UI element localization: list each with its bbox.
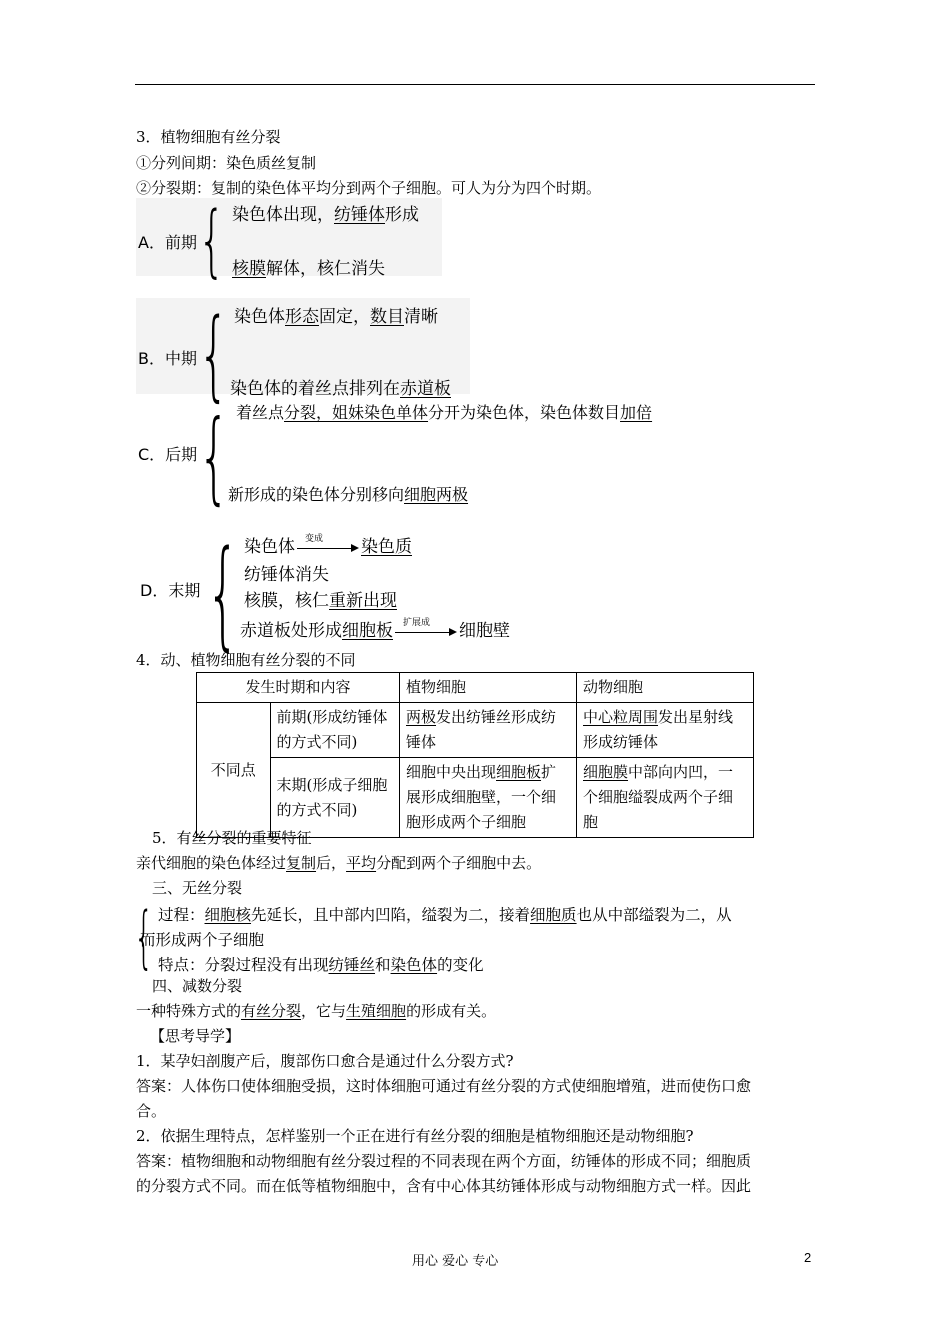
comparison-table [196,672,754,838]
interphase-text: ①分列间期：染色质丝复制 [136,154,317,172]
header-rule [135,84,815,85]
brace-icon: { [198,398,230,515]
section-title: 4．动、植物细胞有丝分裂的不同 [136,651,356,669]
answer: 合。 [136,1102,167,1120]
section-title: 【思考导学】 [150,1027,241,1045]
telophase-line-3: 核膜，核仁重新出现 [244,591,397,611]
table-cell: 不同点 [197,703,271,838]
table-header: 植物细胞 [400,673,577,703]
table-header: 动物细胞 [577,673,754,703]
answer: 答案：植物细胞和动物细胞有丝分裂过程的不同表现在两个方面，纺锤体的形成不同；细胞质 [136,1152,752,1170]
phase-label-c: C．后期 [138,445,198,464]
table-cell: 细胞膜中部向内凹，一个细胞缢裂成两个子细胞 [577,758,754,838]
metaphase-line-1: 染色体形态固定，数目清晰 [234,307,438,327]
telophase-line-1: 染色体 变成 染色质 [244,534,412,557]
table-header: 发生时期和内容 [197,673,400,703]
phase-label-a: A．前期 [138,233,197,252]
table-cell: 中心粒周围发出星射线形成纺锤体 [577,703,754,758]
anaphase-line-2: 新形成的染色体分别移向细胞两极 [228,485,469,504]
brace-icon: { [198,298,230,412]
table-cell: 前期(形成纺锤体的方式不同) [270,703,399,758]
question: 1．某孕妇剖腹产后，腹部伤口愈合是通过什么分裂方式? [136,1052,514,1070]
mitosis-intro: ②分裂期：复制的染色体平均分到两个子细胞。可人为分为四个时期。 [136,179,602,197]
prophase-line-1: 染色体出现，纺锤体形成 [232,205,419,225]
paragraph: 一种特殊方式的有丝分裂，它与生殖细胞的形成有关。 [136,1002,497,1020]
brace-icon: { [134,898,154,977]
arrow-icon: 扩展成 [395,624,457,638]
answer: 的分裂方式不同。而在低等植物细胞中，含有中心体其纺锤体形成与动物细胞方式一样。因此 [136,1177,752,1195]
table-row [197,673,754,703]
metaphase-line-2: 染色体的着丝点排列在赤道板 [230,379,451,399]
page-footer: 用心 爱心 专心 [412,1254,499,1269]
anaphase-line-1: 着丝点分裂，姐妹染色单体分开为染色体，染色体数目加倍 [236,403,653,422]
amitosis-process-cont: 而形成两个子细胞 [140,931,265,949]
table-cell: 末期(形成子细胞的方式不同) [270,758,399,838]
brace-icon: { [206,524,240,662]
page-number: 2 [804,1250,812,1265]
amitosis-feature: 特点：分裂过程没有出现纺锤丝和染色体的变化 [158,956,484,974]
answer: 答案：人体伤口使体细胞受损，这时体细胞可通过有丝分裂的方式使细胞增殖，进而使伤口愈 [136,1077,752,1095]
section-title: 四、减数分裂 [152,977,243,995]
section-title: 5．有丝分裂的重要特征 [152,829,312,847]
telophase-line-2: 纺锤体消失 [244,565,329,585]
paragraph: 亲代细胞的染色体经过复制后，平均分配到两个子细胞中去。 [136,854,542,872]
table-cell: 两极发出纺锤丝形成纺锤体 [400,703,577,758]
table-row [197,758,754,838]
section-title: 3．植物细胞有丝分裂 [136,128,281,146]
phase-label-b: B．中期 [138,349,197,368]
brace-icon: { [198,196,226,286]
table-cell: 细胞中央出现细胞板扩展形成细胞壁，一个细胞形成两个子细胞 [400,758,577,838]
question: 2．依据生理特点，怎样鉴别一个正在进行有丝分裂的细胞是植物细胞还是动物细胞? [136,1127,694,1145]
amitosis-process: 过程：细胞核先延长，且中部内凹陷，缢裂为二，接着细胞质也从中部缢裂为二，从 [158,906,732,924]
section-title: 三、无丝分裂 [152,879,243,897]
phase-label-d: D．末期 [140,581,201,600]
arrow-icon: 变成 [297,540,359,554]
prophase-line-2: 核膜解体，核仁消失 [232,259,385,279]
telophase-line-4: 赤道板处形成细胞板 扩展成 细胞壁 [240,618,510,641]
table-row [197,703,754,758]
